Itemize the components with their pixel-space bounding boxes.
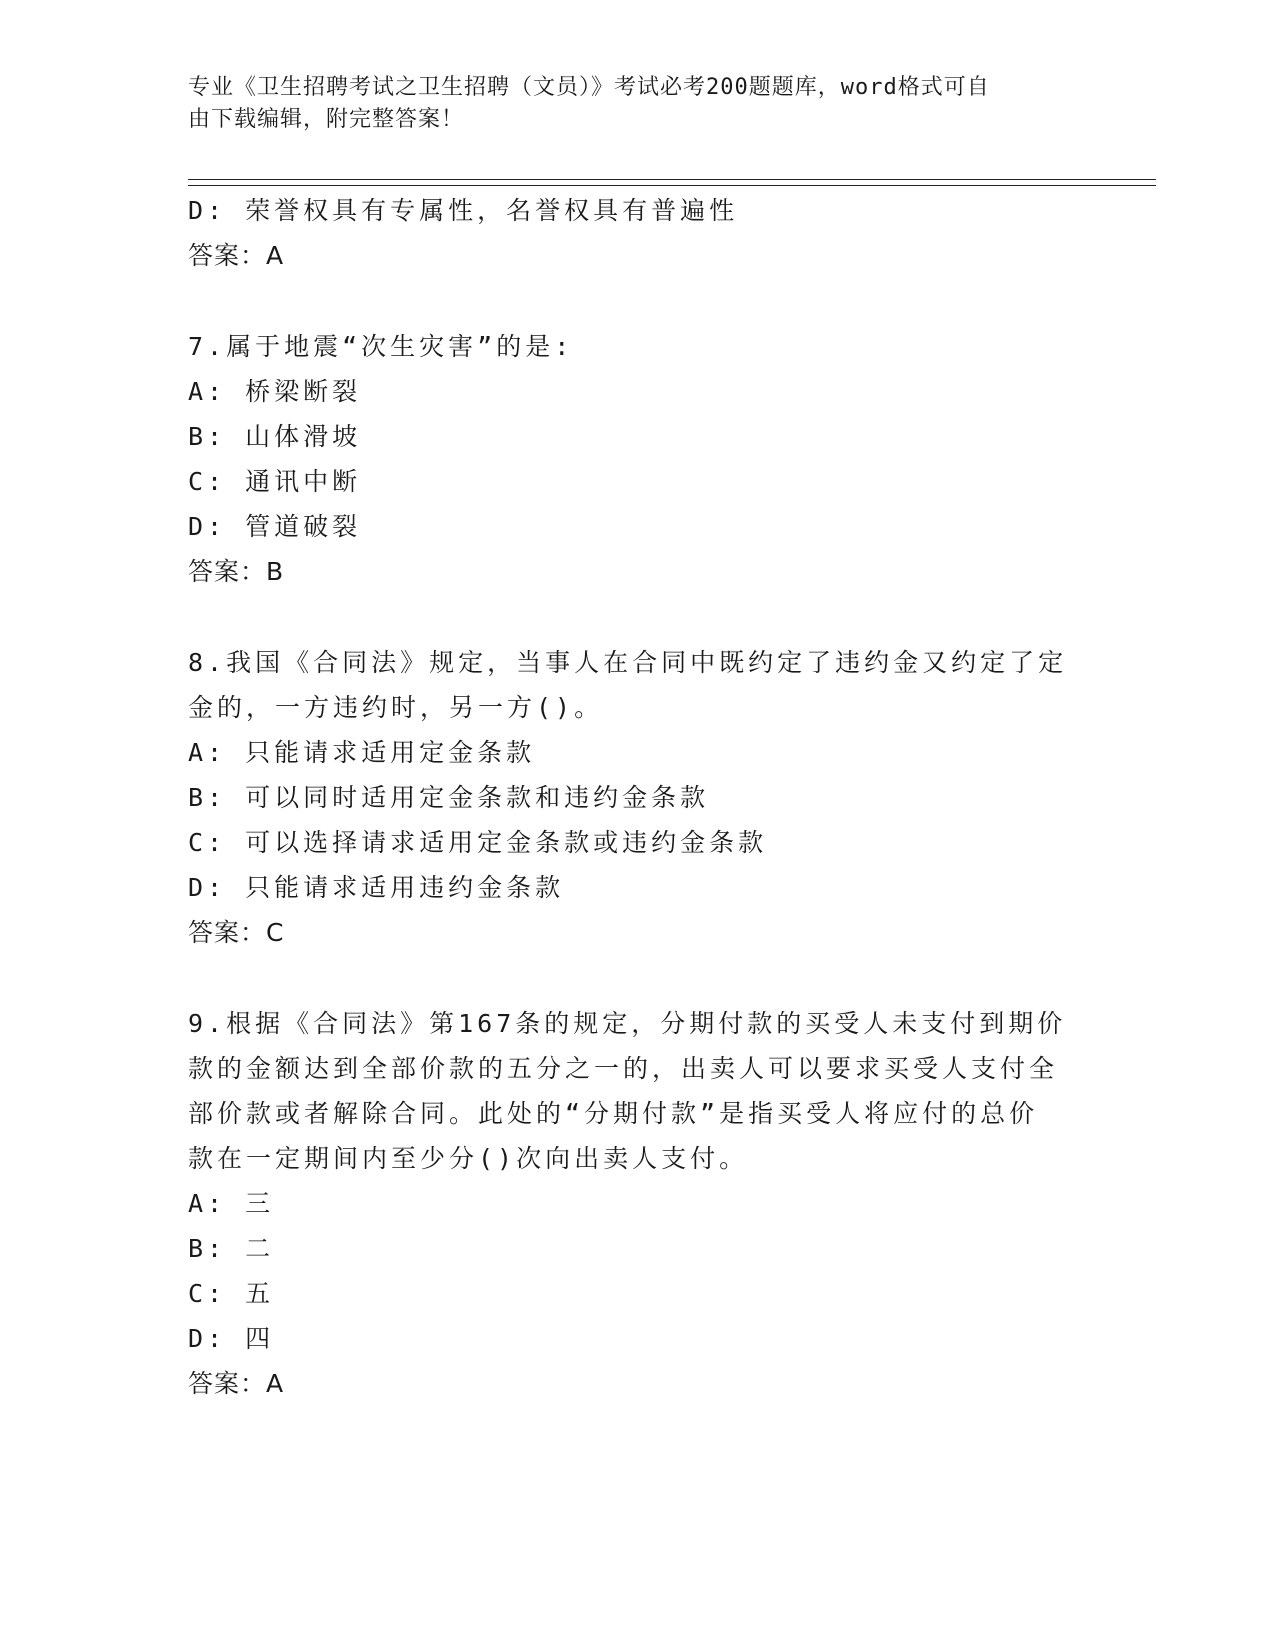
option-d: D: 四 xyxy=(188,1324,275,1353)
question-stem-line: 部价款或者解除合同。此处的“分期付款”是指买受人将应付的总价 xyxy=(188,1099,1039,1128)
header-divider xyxy=(188,179,1156,186)
option-a: A: 桥梁断裂 xyxy=(188,377,362,406)
question-stem-line: 款的金额达到全部价款的五分之一的，出卖人可以要求买受人支付全 xyxy=(188,1054,1059,1083)
spacer xyxy=(188,955,1068,1001)
question-content xyxy=(188,188,1068,1406)
answer: 答案：A xyxy=(188,1369,285,1398)
answer: 答案：C xyxy=(188,918,285,947)
prev-answer: 答案：A xyxy=(188,241,285,270)
question-9 xyxy=(188,1001,1068,1406)
option-c: C: 通讯中断 xyxy=(188,467,362,496)
option-d: D: 只能请求适用违约金条款 xyxy=(188,873,565,902)
option-c: C: 可以选择请求适用定金条款或违约金条款 xyxy=(188,828,768,857)
question-stem-line: 9.根据《合同法》第167条的规定，分期付款的买受人未支付到期价 xyxy=(188,1009,1067,1038)
option-b: B: 山体滑坡 xyxy=(188,422,362,451)
question-stem-line: 金的，一方违约时，另一方()。 xyxy=(188,693,604,722)
question-stem-line: 款在一定期间内至少分()次向出卖人支付。 xyxy=(188,1144,749,1173)
option-d: D: 管道破裂 xyxy=(188,512,362,541)
spacer xyxy=(188,278,1068,324)
header-line-2: 由下载编辑，附完整答案！ xyxy=(188,107,465,132)
question-8 xyxy=(188,640,1068,955)
option-b: B: 可以同时适用定金条款和违约金条款 xyxy=(188,783,710,812)
spacer xyxy=(188,594,1068,640)
question-7 xyxy=(188,324,1068,594)
question-stem: 7.属于地震“次生灾害”的是: xyxy=(188,332,574,361)
prev-option-d: D: 荣誉权具有专属性，名誉权具有普遍性 xyxy=(188,196,739,225)
option-c: C: 五 xyxy=(188,1279,275,1308)
header-line-1: 专业《卫生招聘考试之卫生招聘（文员）》考试必考200题题库，word格式可自 xyxy=(188,75,990,100)
question-stem-line: 8.我国《合同法》规定，当事人在合同中既约定了违约金又约定了定 xyxy=(188,648,1068,677)
answer: 答案：B xyxy=(188,557,285,586)
option-a: A: 三 xyxy=(188,1189,275,1218)
document-header xyxy=(188,72,1088,136)
option-a: A: 只能请求适用定金条款 xyxy=(188,738,536,767)
option-b: B: 二 xyxy=(188,1234,275,1263)
